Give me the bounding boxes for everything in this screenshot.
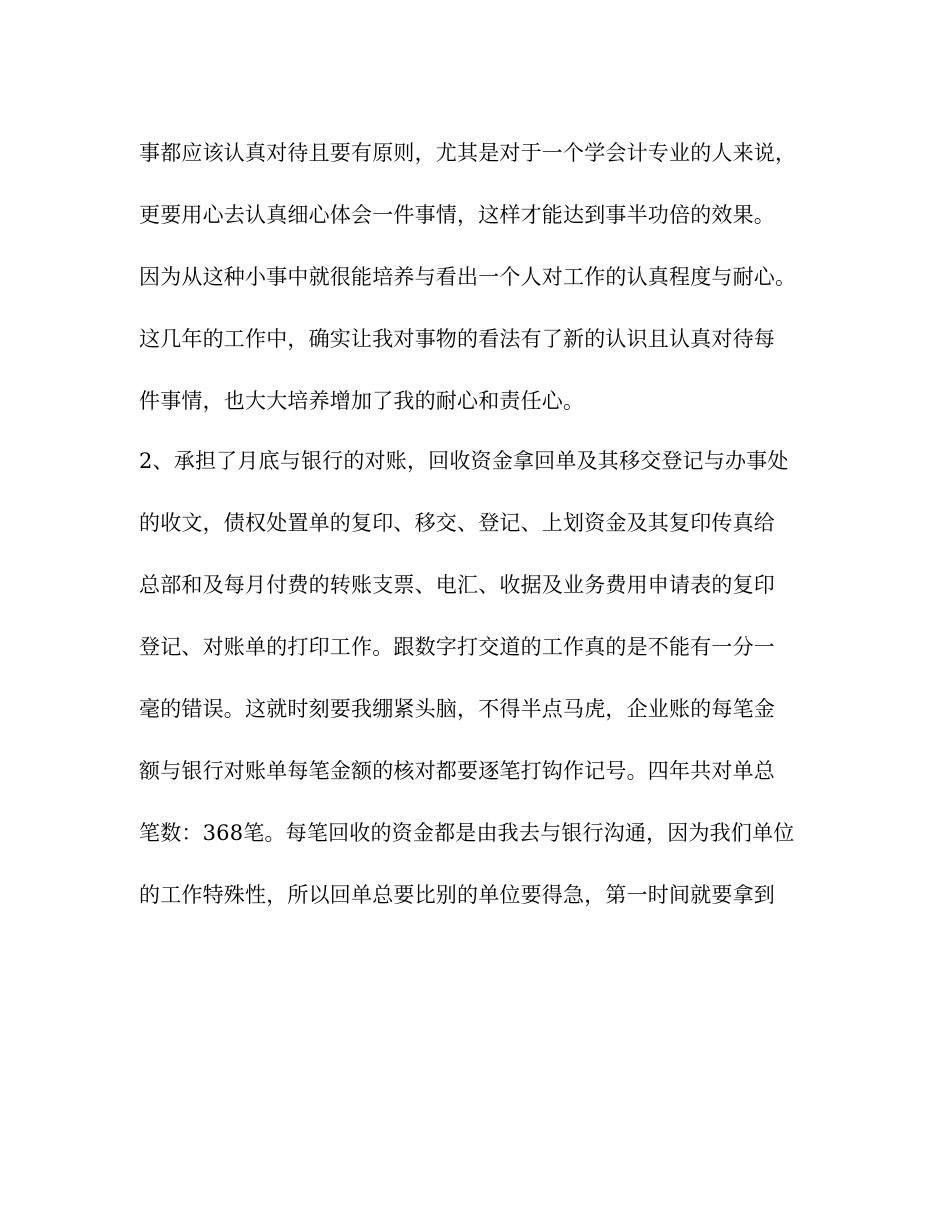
text-line: 登记、对账单的打印工作。跟数字打交道的工作真的是不能有一分一 (139, 635, 775, 659)
text-line: 因为从这种小事中就很能培养与看出一个人对工作的认真程度与耐心。 (139, 265, 797, 289)
body-text (139, 122, 819, 926)
text-line: 毫的错误。这就时刻要我绷紧头脑，不得半点马虎，企业账的每笔金 (139, 697, 775, 721)
text-line: 更要用心去认真细心体会一件事情，这样才能达到事半功倍的效果。 (139, 203, 775, 227)
text-line: 额与银行对账单每笔金额的核对都要逐笔打钩作记号。四年共对单总 (139, 759, 775, 783)
text-line: 总部和及每月付费的转账支票、电汇、收据及业务费用申请表的复印 (139, 573, 775, 597)
text-line: 件事情，也大大培养增加了我的耐心和责任心。 (139, 389, 585, 413)
text-line: 的收文，债权处置单的复印、移交、登记、上划资金及其复印传真给 (139, 511, 775, 535)
text-line: 这几年的工作中，确实让我对事物的看法有了新的认识且认真对待每 (139, 327, 775, 351)
text-line: 的工作特殊性，所以回单总要比别的单位要得急，第一时间就要拿到 (139, 883, 775, 907)
text-line: 事都应该认真对待且要有原则，尤其是对于一个学会计专业的人来说， (139, 141, 797, 165)
text-line: 笔数：368笔。每笔回收的资金都是由我去与银行沟通，因为我们单位 (139, 821, 795, 845)
text-line: 2、承担了月底与银行的对账，回收资金拿回单及其移交登记与办事处 (139, 449, 789, 473)
